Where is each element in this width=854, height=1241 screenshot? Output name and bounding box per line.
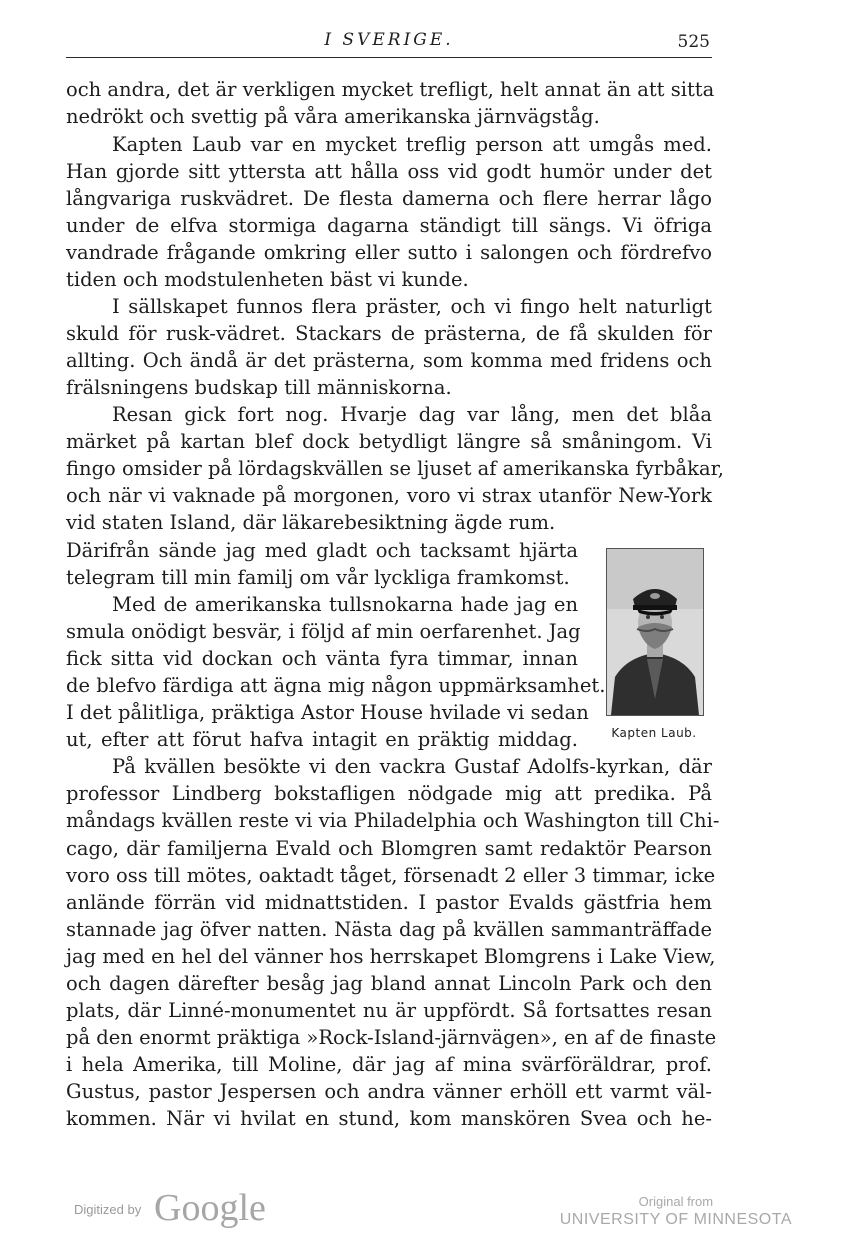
text-line: frälsningens budskap till människorna. xyxy=(66,376,452,399)
text-line: Med de amerikanska tullsnokarna hade jag en xyxy=(112,593,578,616)
text-line: anlände förrän vid midnattstiden. I pastor Evalds gästfria hem xyxy=(66,891,712,914)
text-line: Han gjorde sitt yttersta att hålla oss vid godt humör under det xyxy=(66,160,712,183)
text-line: Därifrån sände jag med gladt och tacksamt hjärta xyxy=(66,539,578,562)
text-line: vid staten Island, där läkarebesiktning ägde rum. xyxy=(66,511,556,534)
institution-name: UNIVERSITY OF MINNESOTA xyxy=(559,1211,792,1228)
text-line: vandrade frågande omkring eller sutto i salongen och fördrefvo xyxy=(66,241,712,264)
text-line: och andra, det är verkligen mycket trefligt, helt annat än att sitta xyxy=(66,78,715,101)
portrait-photo xyxy=(606,548,704,716)
source-credit xyxy=(560,1194,792,1229)
text-line: fingo omsider på lördagskvällen se ljuset af amerikanska fyrbåkar, xyxy=(66,457,724,480)
text-line: tiden och modstulenheten bäst vi kunde. xyxy=(66,268,469,291)
text-line: fick sitta vid dockan och vänta fyra timmar, innan xyxy=(66,647,578,670)
text-line: ut, efter att förut hafva intagit en präktig middag. xyxy=(66,728,578,751)
text-line: allting. Och ändå är det prästerna, som komma med fridens och xyxy=(66,349,712,372)
text-line: och när vi vaknade på morgonen, voro vi strax utanför New-York xyxy=(66,484,712,507)
text-line: smula onödigt besvär, i följd af min oerfarenhet. Jag xyxy=(66,620,581,643)
running-head-title: I SVERIGE. xyxy=(324,30,454,50)
figure-caption: Kapten Laub. xyxy=(611,726,697,740)
text-line: de blefvo färdiga att ägna mig någon uppmärksamhet. xyxy=(66,674,606,697)
text-line: plats, där Linné-monumentet nu är uppfördt. Så fortsattes resan xyxy=(66,999,712,1022)
header-rule xyxy=(66,57,712,58)
original-from-label: Original from xyxy=(638,1194,714,1209)
text-line: professor Lindberg bokstafligen nödgade mig att predika. På xyxy=(66,782,712,805)
text-line: Kapten Laub var en mycket treflig person att umgås med. xyxy=(112,133,712,156)
text-line: på den enormt präktiga »Rock-Island-järnvägen», en af de finaste xyxy=(66,1026,717,1049)
text-line: märket på kartan blef dock betydligt längre så småningom. Vi xyxy=(66,430,712,453)
text-line: I det pålitliga, präktiga Astor House hvilade vi sedan xyxy=(66,701,589,724)
text-line: långvariga ruskvädret. De flesta damerna och flere herrar lågo xyxy=(66,187,712,210)
text-line: kommen. När vi hvilat en stund, kom manskören Svea och he- xyxy=(66,1107,712,1130)
text-line: På kvällen besökte vi den vackra Gustaf Adolfs-kyrkan, där xyxy=(112,755,712,778)
text-line: måndags kvällen reste vi via Philadelphia och Washington till Chi- xyxy=(66,809,720,832)
portrait-illustration xyxy=(607,549,703,715)
text-line: Resan gick fort nog. Hvarje dag var lång, men det blåa xyxy=(112,403,712,426)
digitized-by-label: Digitized by xyxy=(74,1202,142,1217)
text-line: skuld för rusk-vädret. Stackars de prästerna, de få skulden för xyxy=(66,322,712,345)
page-number: 525 xyxy=(677,32,710,52)
google-logo: Google xyxy=(154,1187,266,1229)
text-line: i hela Amerika, till Moline, där jag af mina svärföräldrar, prof. xyxy=(66,1053,712,1076)
text-line: telegram till min familj om vår lyckliga framkomst. xyxy=(66,566,570,589)
text-line: Gustus, pastor Jespersen och andra vänner erhöll ett varmt väl- xyxy=(66,1080,712,1103)
running-head xyxy=(66,30,712,56)
text-line: cago, där familjerna Evald och Blomgren samt redaktör Pearson xyxy=(66,837,712,860)
text-line: I sällskapet funnos flera präster, och vi fingo helt naturligt xyxy=(112,295,712,318)
text-line: jag med en hel del vänner hos herrskapet Blomgrens i Lake View, xyxy=(66,945,716,968)
text-line: stannade jag öfver natten. Nästa dag på kvällen sammanträffade xyxy=(66,918,712,941)
text-line: voro oss till mötes, oaktadt tåget, försenadt 2 eller 3 timmar, icke xyxy=(66,864,716,887)
text-line: under de elfva stormiga dagarna ständigt till sängs. Vi öfriga xyxy=(66,214,712,237)
text-line: och dagen därefter besåg jag bland annat Lincoln Park och den xyxy=(66,972,712,995)
text-line: nedrökt och svettig på våra amerikanska järnvägståg. xyxy=(66,105,600,128)
